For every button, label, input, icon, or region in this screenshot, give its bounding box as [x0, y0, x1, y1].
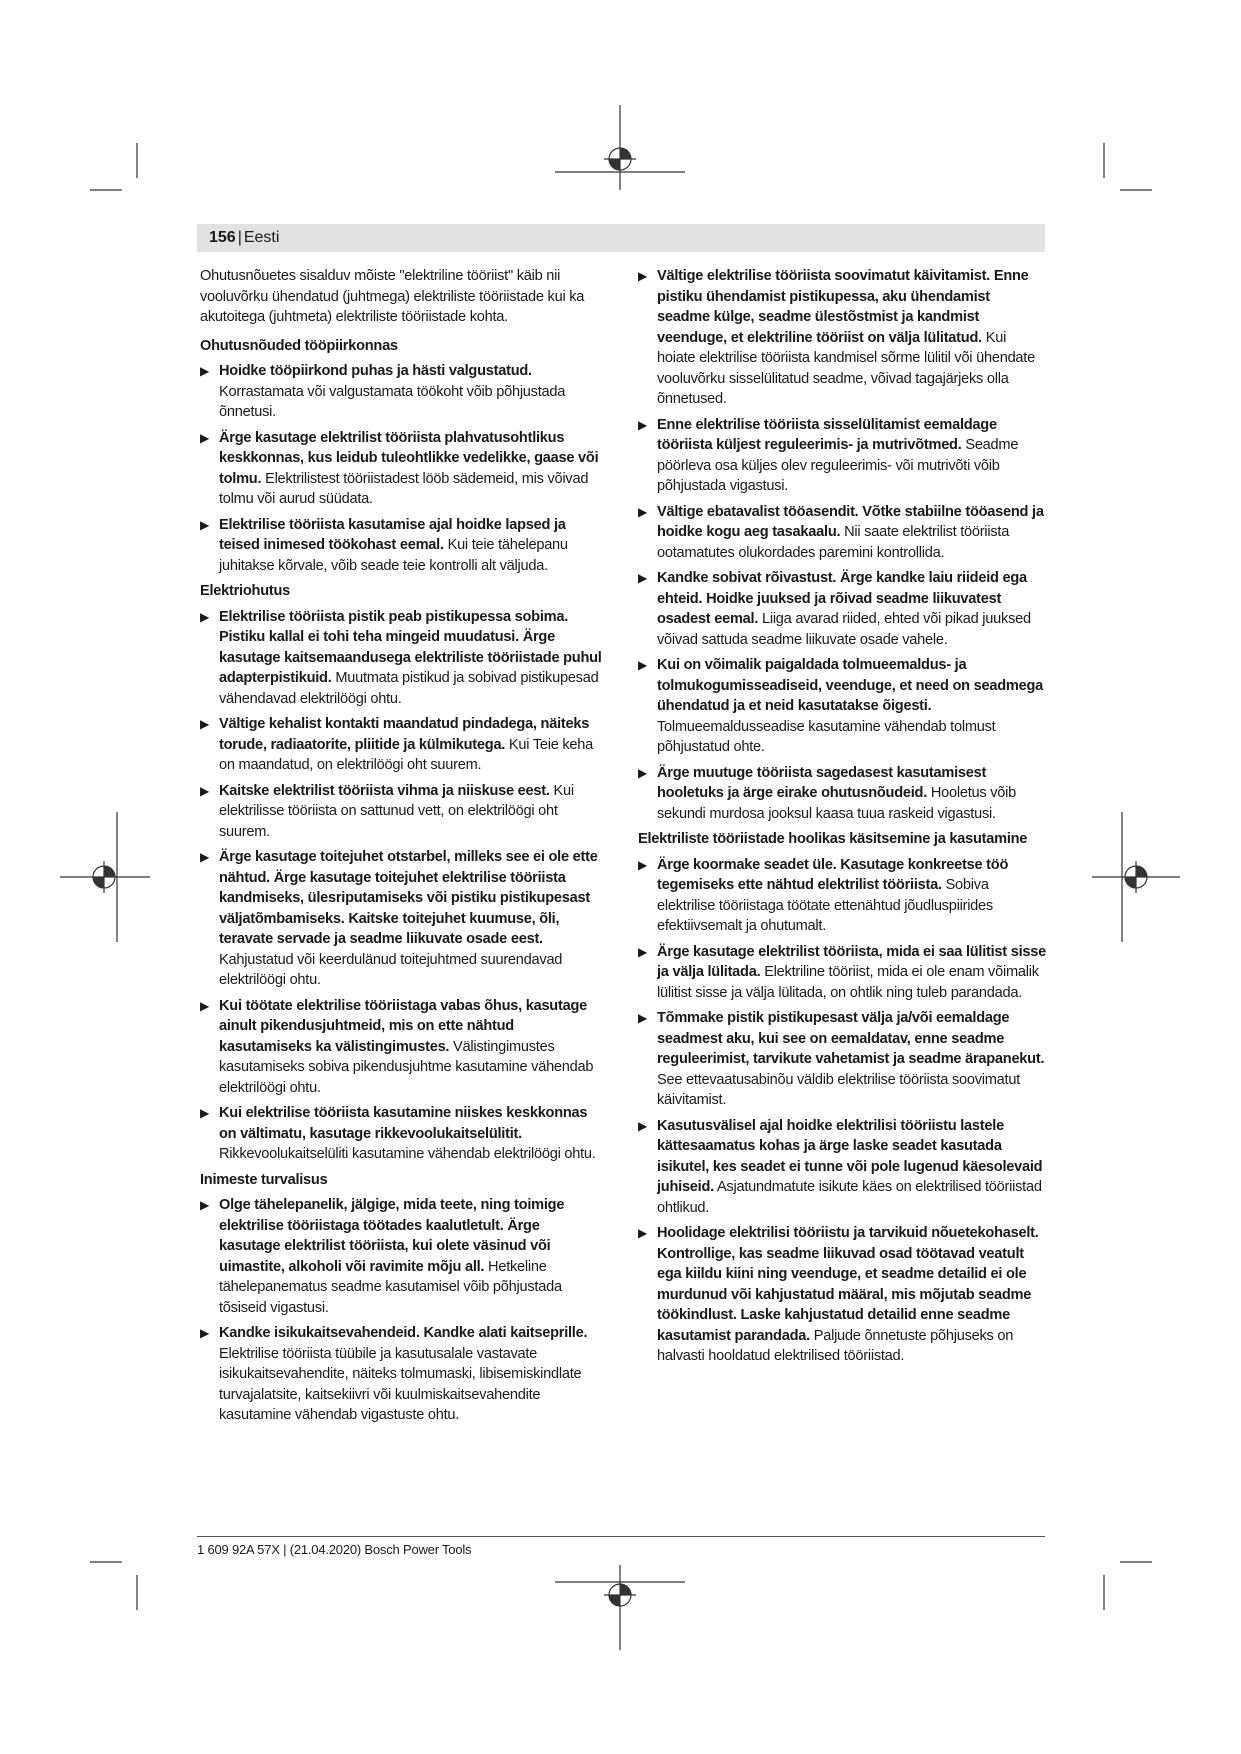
item-instruction: Vältige kehalist kontakti maandatud pindadega, näiteks torude, radiaatorite, pliitide ja külmikutega.: [219, 716, 590, 753]
item-instruction: Kaitske elektrilist tööriista vihma ja niiskuse eest.: [219, 782, 550, 799]
bullet-arrow-icon: ▶: [638, 504, 647, 519]
item-instruction: Kandke sobivat rõivastust. Ärge kandke laiu riideid ega ehteid. Hoidke juuksed ja rõivad seadme liikuvatest osadest eemal.: [657, 570, 1027, 627]
item-instruction: Vältige ebatavalist tööasendit. Võtke stabiilne tööasend ja hoidke kogu aeg tasakaalu.: [657, 503, 1044, 540]
bullet-arrow-icon: ▶: [200, 998, 209, 1013]
item-explanation: Liiga avarad riided, ehted või pikad juuksed võivad sattuda seadme liikuvate osade vahele.: [657, 611, 1031, 648]
item-instruction: Hoolidage elektrilisi tööriistu ja tarvikuid nõuetekohaselt. Kontrollige, kas seadme liikuvad osad töötavad veatult ega kiildu kiini ning veenduge, et seadme detailid ei ole murdunud või kahjustatud määral, mis mõjutab seadme töökindlust. Laske kahjustatud detailid enne seadme kasutamist parandada.: [657, 1225, 1039, 1344]
item-instruction: Kui on võimalik paigaldada tolmueemaldus- ja tolmukogumisseadiseid, veenduge, et need on seadmega ühendatud ja et neid kasutatakse õigesti.: [657, 657, 1044, 714]
footer-divider: [197, 1536, 1045, 1537]
bullet-arrow-icon: ▶: [638, 944, 647, 959]
item-explanation: Seadme pöörleva osa küljes olev reguleerimis- või mutrivõti võib põhjustada vigastusi.: [657, 437, 1019, 494]
right-column: [638, 266, 1046, 1372]
safety-item: [200, 1103, 602, 1165]
item-explanation: Sobiva elektrilise tööriistaga töötate ettenähtud jõudluspiirides efektiivsemalt ja ohutumalt.: [657, 877, 993, 934]
bullet-arrow-icon: ▶: [200, 1326, 209, 1340]
safety-item: [200, 1323, 602, 1426]
item-instruction: Ärge kasutage elektrilist tööriista plahvatusohtlikus keskkonnas, kus leidub tuleohtlikke vedelikke, gaase või tolmu.: [219, 429, 599, 487]
item-instruction: Ärge koormake seadet üle. Kasutage konkreetse töö tegemiseks ette nähtud elektrilist tööriista.: [657, 856, 1009, 893]
item-instruction: Elektrilise tööriista pistik peab pistikupessa sobima. Pistiku kallal ei tohi teha mingeid muudatusi. Ärge kasutage kaitsemaandusega elektriliste tööriistade puhul adapterpistikuid.: [219, 608, 602, 686]
intro-paragraph: Ohutusnõuetes sisalduv mõiste "elektriline tööriist" käib nii vooluvõrku ühendatud (juhtmega) elektriliste tööriistade kui ka akutoitega (juhtmeta) elektriliste tööriistade kohta.: [200, 268, 585, 325]
bullet-arrow-icon: ▶: [200, 1198, 209, 1212]
bullet-arrow-icon: ▶: [638, 571, 647, 585]
bullet-arrow-icon: ▶: [638, 1011, 647, 1025]
safety-item: [638, 568, 1046, 650]
bullet-arrow-icon: ▶: [638, 857, 647, 872]
safety-item: [200, 515, 602, 577]
safety-item: [200, 428, 602, 510]
item-explanation: Hooletus võib sekundi murdosa jooksul kaasa tuua raskeid vigastusi.: [657, 785, 1017, 822]
item-explanation: Elektrilise tööriista tüübile ja kasutusalale vastavate isikukaitsevahendite, näiteks tolmumaski, libisemiskindlate turvajalatsite, kaitsekiivri või kuulmiskaitsevahendite kasutamine vähendab vigastuste ohtu.: [219, 1345, 582, 1423]
bullet-arrow-icon: ▶: [200, 609, 209, 624]
bullet-arrow-icon: ▶: [638, 269, 647, 283]
safety-item: [638, 266, 1046, 410]
bullet-arrow-icon: ▶: [638, 1118, 647, 1133]
safety-item: [638, 502, 1046, 564]
page-number: 156: [209, 229, 236, 246]
item-instruction: Kasutusvälisel ajal hoidke elektrilisi tööriistu lastele kättesaamatus kohas ja ärge laske seadet kasutada isikutel, kes seadet ei tunne või pole lugenud käesolevaid juhiseid.: [657, 1117, 1043, 1195]
bullet-arrow-icon: ▶: [200, 850, 209, 864]
item-explanation: Korrastamata või valgustamata töökoht võib põhjustada õnnetusi.: [219, 383, 566, 420]
item-explanation: Välistingimustes kasutamiseks sobiva pikendusjuhtme kasutamine vähendab elektrilöögi ohtu.: [219, 1038, 594, 1096]
item-instruction: Enne elektrilise tööriista sisselülitamist eemaldage tööriista küljest reguleerimis- ja mutrivõtmed.: [657, 416, 997, 453]
item-explanation: Kui hoiate elektrilise tööriista kandmisel sõrme lülitil või ühendate vooluvõrku sisselülitatud seadme, võivad tagajärjeks olla õnnetused.: [657, 329, 1035, 407]
item-explanation: Paljude õnnetuste põhjuseks on halvasti hooldatud elektrilised tööriistad.: [657, 1327, 1014, 1364]
item-instruction: Tõmmake pistik pistikupesast välja ja/või eemaldage seadmest aku, kui see on eemaldatav, enne seadme reguleerimist, tarvikute vahetamist ja seadme ärapanekut.: [657, 1010, 1045, 1067]
safety-item: [638, 1116, 1046, 1219]
safety-item: [200, 996, 602, 1099]
page-header: [197, 224, 1045, 252]
item-explanation: Hetkeline tähelepanematus seadme kasutamisel võib põhjustada tõsiseid vigastusi.: [219, 1258, 562, 1316]
bullet-arrow-icon: ▶: [638, 658, 647, 672]
safety-item: [638, 942, 1046, 1004]
bullet-arrow-icon: ▶: [200, 517, 209, 532]
safety-item: [638, 415, 1046, 497]
bullet-arrow-icon: ▶: [200, 430, 209, 445]
item-instruction: Olge tähelepanelik, jälgige, mida teete, ning toimige elektrilise tööriistaga töötades kaalutletult. Ärge kasutage elektrilist tööriista, kui olete väsinud või uimastite, alkoholi või ravimite mõju all.: [219, 1197, 565, 1275]
item-instruction: Ärge kasutage toitejuhet otstarbel, milleks see ei ole ette nähtud. Ärge kasutage toitejuhet elektrilise tööriista kandmiseks, ülesriputamiseks või pistiku pistikupesast väljatõmbamiseks. Kaitske toitejuhet kuumuse, õli, teravate servade ja seadme liikuvate osade eest.: [219, 849, 598, 947]
item-instruction: Vältige elektrilise tööriista soovimatut käivitamist. Enne pistiku ühendamist pistikupessa, aku ühendamist seadme külge, seadme ülestõstmist ja kandmist veenduge, et elektriline tööriist on välja lülitatud.: [657, 268, 1029, 346]
item-explanation: Muutmata pistikud ja sobivad pistikupesad vähendavad elektrilöögi ohtu.: [219, 670, 599, 707]
bullet-arrow-icon: ▶: [200, 1106, 209, 1120]
safety-item: [638, 655, 1046, 758]
item-instruction: Kui elektrilise tööriista kasutamine niiskes keskkonnas on vältimatu, kasutage rikkevoolukaitselülitit.: [219, 1105, 588, 1142]
item-explanation: See ettevaatusabinõu väldib elektrilise tööriista soovimatut käivitamist.: [657, 1071, 1021, 1108]
safety-item: [638, 1008, 1046, 1111]
section-title: Elektriohutus: [200, 583, 290, 599]
safety-item: [638, 1223, 1046, 1367]
safety-item: [200, 714, 602, 776]
header-separator: |: [237, 229, 242, 246]
bullet-arrow-icon: ▶: [200, 717, 209, 731]
item-instruction: Ärge kasutage elektrilist tööriista, mida ei saa lülitist sisse ja välja lülitada.: [657, 943, 1046, 980]
safety-item: [200, 781, 602, 843]
section-title: Ohutusnõuded tööpiirkonnas: [200, 337, 398, 354]
bullet-arrow-icon: ▶: [638, 417, 647, 432]
item-explanation: Nii saate elektrilist tööriista ootamatutes olukordades paremini kontrollida.: [657, 524, 1010, 561]
item-explanation: Kahjustatud või keerdulänud toitejuhtmed suurendavad elektrilöögi ohtu.: [219, 951, 563, 988]
bullet-arrow-icon: ▶: [200, 783, 209, 798]
safety-item: [200, 847, 602, 991]
safety-item: [638, 763, 1046, 825]
item-instruction: Kandke isikukaitsevahendeid. Kandke alati kaitseprille.: [219, 1325, 588, 1341]
item-explanation: Asjatundmatute isikute käes on elektrilised tööriistad ohtlikud.: [657, 1179, 1042, 1216]
item-explanation: Elektriline tööriist, mida ei ole enam võimalik lülitist sisse ja välja lülitada, on ohtlik ning tuleb parandada.: [657, 964, 1039, 1001]
bullet-arrow-icon: ▶: [638, 1226, 647, 1240]
header-language: Eesti: [243, 229, 280, 246]
item-explanation: Kui Teie keha on maandatud, on elektrilöögi oht suurem.: [219, 736, 594, 773]
left-column: [200, 266, 602, 1431]
item-instruction: Elektrilise tööriista kasutamise ajal hoidke lapsed ja teised inimesed töökohast eemal.: [219, 516, 566, 553]
item-instruction: Hoidke tööpiirkond puhas ja hästi valgustatud.: [219, 363, 532, 379]
page-footer: 1 609 92A 57X | (21.04.2020) Bosch Power Tools: [197, 1542, 472, 1557]
item-explanation: Elektrilistest tööriistadest lööb sädemeid, mis võivad tolmu või aurud süüdata.: [219, 470, 589, 507]
item-instruction: Ärge muutuge tööriista sagedasest kasutamisest hooletuks ja ärge eirake ohutusnõudeid.: [657, 764, 987, 801]
item-explanation: Kui teie tähelepanu juhitakse kõrvale, võib seade teie kontrolli alt väljuda.: [219, 537, 568, 574]
bullet-arrow-icon: ▶: [638, 765, 647, 780]
bullet-arrow-icon: ▶: [200, 364, 209, 378]
item-explanation: Tolmueemaldusseadise kasutamine vähendab tolmust põhjustatud ohte.: [657, 718, 996, 755]
safety-item: [200, 361, 602, 423]
item-instruction: Kui töötate elektrilise tööriistaga vabas õhus, kasutage ainult pikendusjuhtmeid, mis on ette nähtud kasutamiseks ka välistingimustes.: [219, 997, 587, 1055]
section-title: Elektriliste tööriistade hoolikas käsitsemine ja kasutamine: [638, 831, 1028, 847]
section-title: Inimeste turvalisus: [200, 1171, 328, 1188]
safety-item: [200, 607, 602, 710]
item-explanation: Rikkevoolukaitselüliti kasutamine vähendab elektrilöögi ohtu.: [219, 1146, 596, 1162]
safety-item: [638, 855, 1046, 937]
item-explanation: Kui elektrilisse tööriista on sattunud vett, on elektrilöögi oht suurem.: [219, 782, 574, 840]
safety-item: [200, 1195, 602, 1318]
